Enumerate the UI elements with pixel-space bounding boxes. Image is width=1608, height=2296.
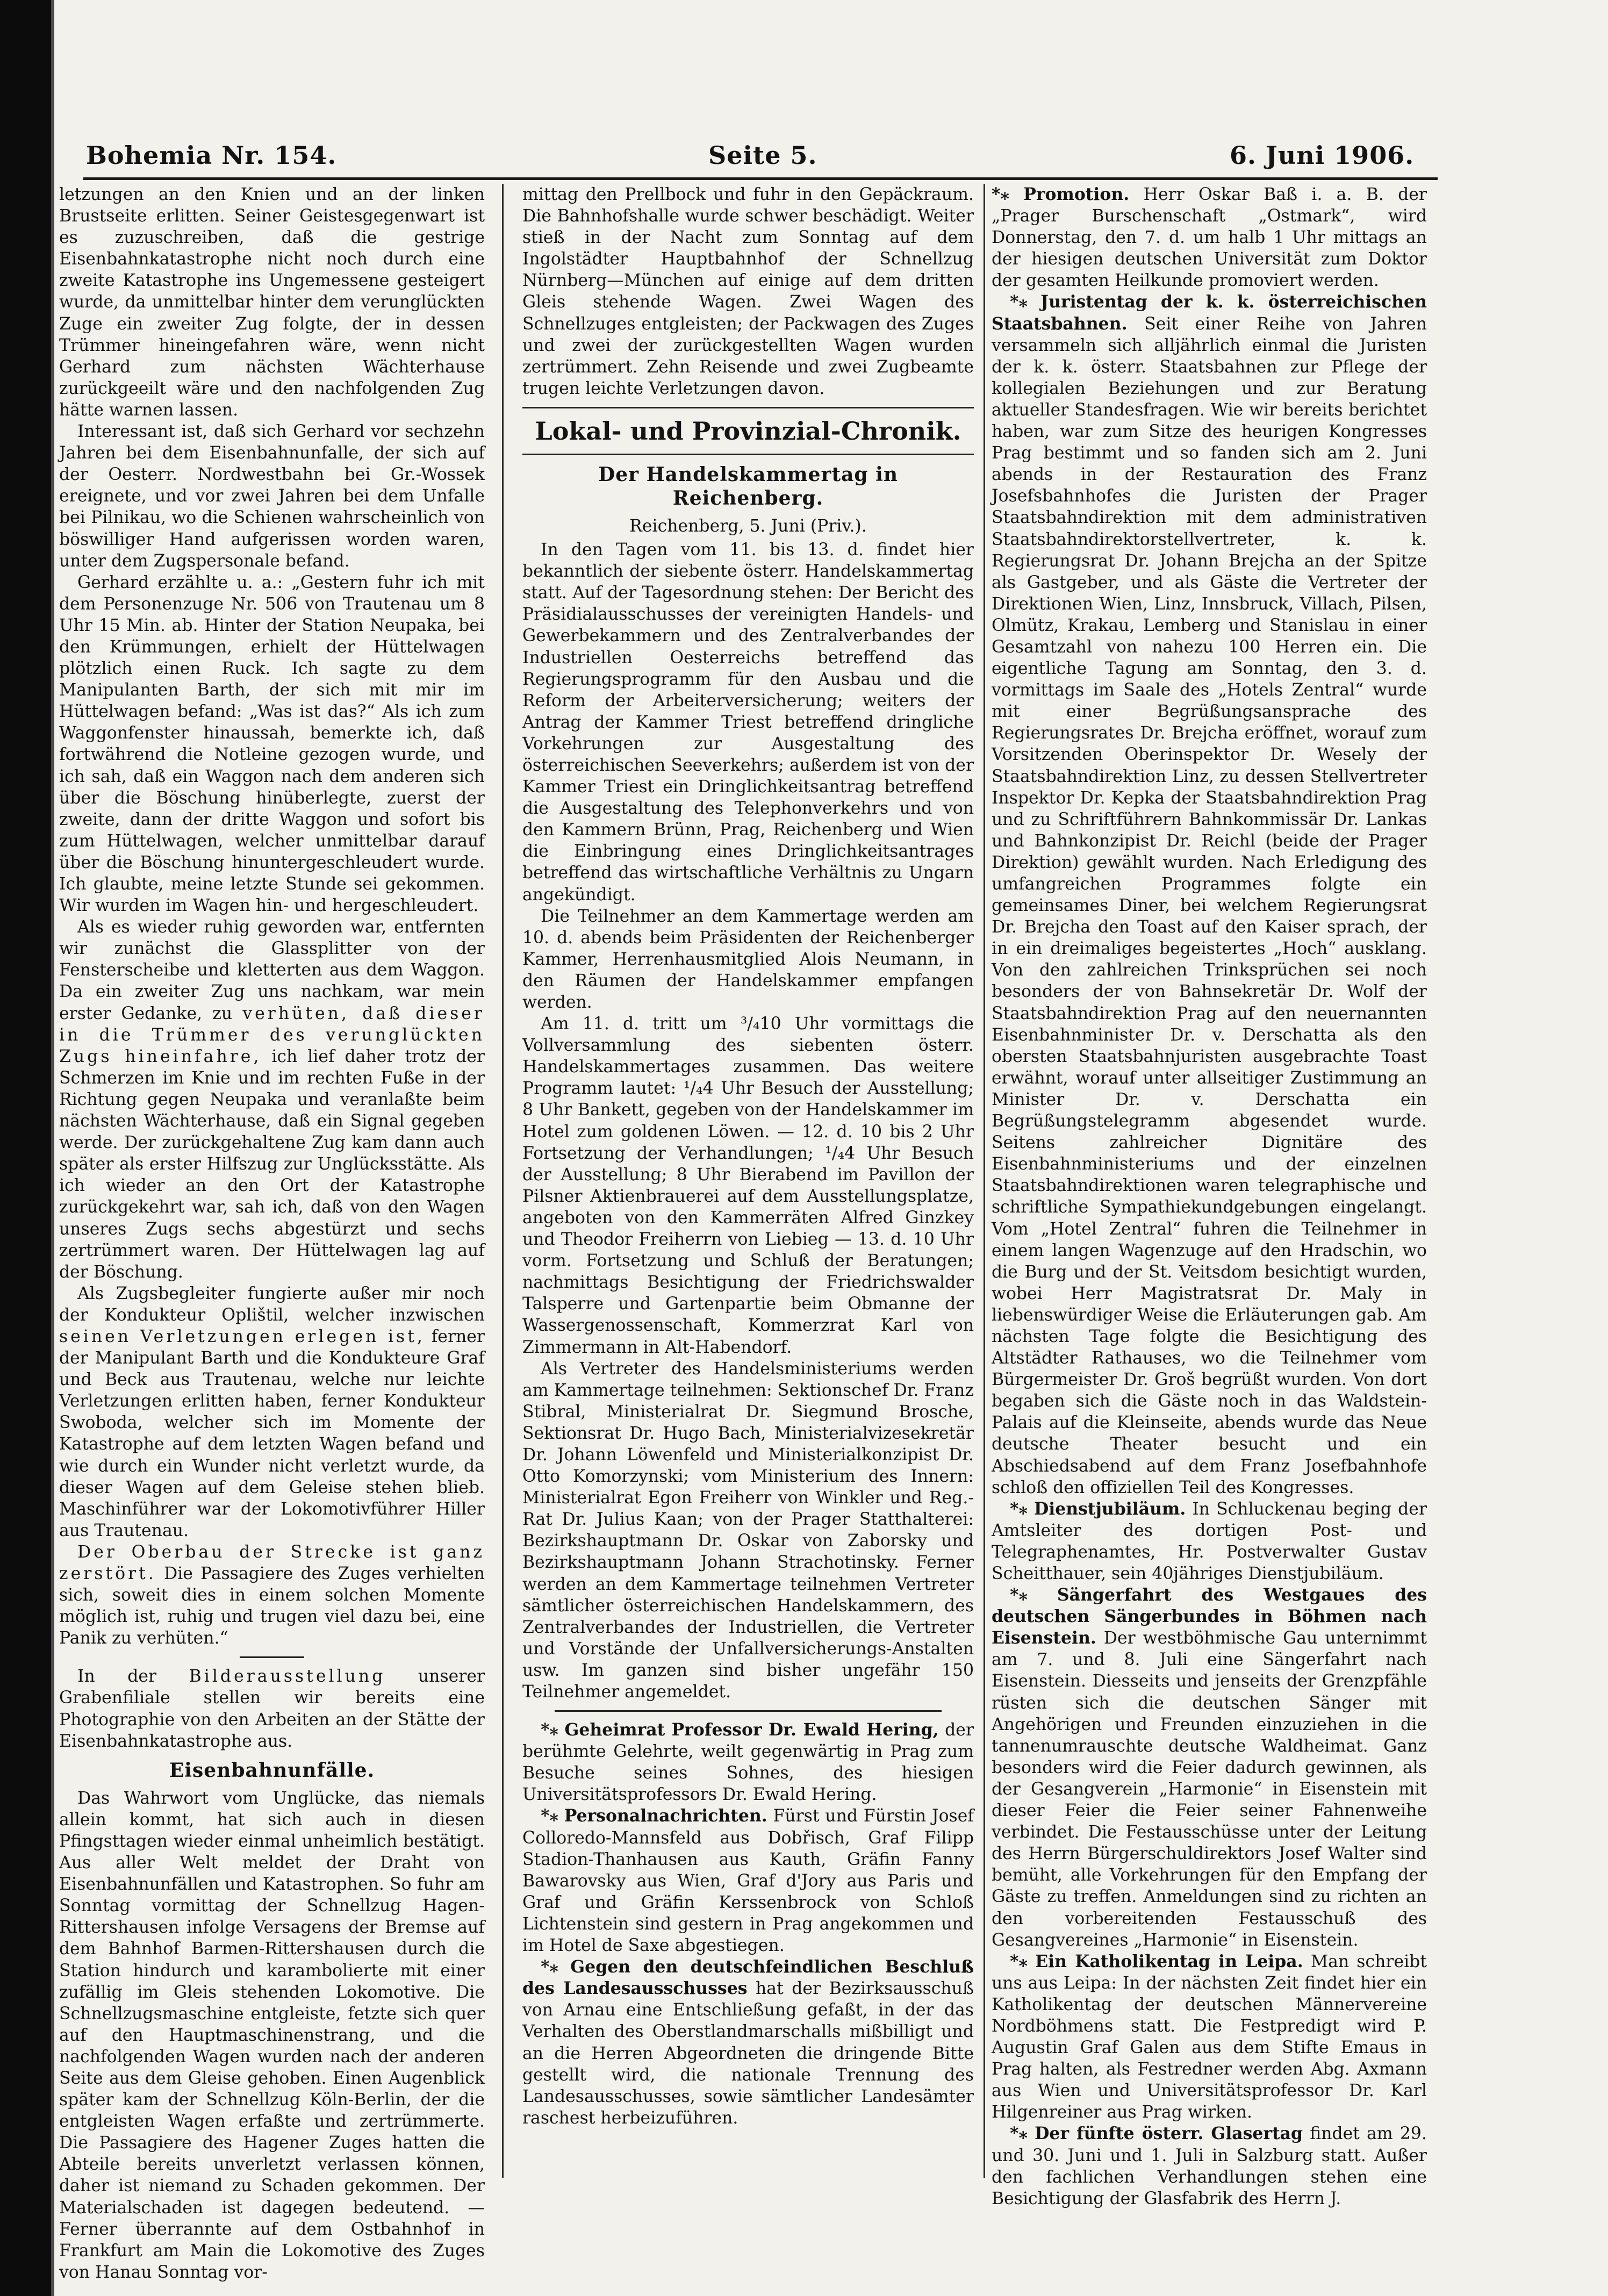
text-run: hat der Bezirksausschuß von Arnau eine Entschließung gefaßt, in der das Verhalten des Oberstlandmarschalls mißbilligt und an die Herren Abgeordneten die dringende Bitte gestellt wird, die nationale Trennung des Landesausschusses, sowie sämtlicher Landesämter raschest herbeizuführen. <box>522 1979 974 2128</box>
dateline: Reichenberg, 5. Juni (Priv.). <box>629 516 867 536</box>
paragraph <box>59 916 485 1283</box>
paragraph <box>59 1541 485 1649</box>
article-heading: Eisenbahnunfälle. <box>169 1759 375 1782</box>
news-item <box>522 1805 974 1956</box>
text-run: Als Zugsbegleiter fungierte außer mir noch der Kondukteur Oplištil, welcher inzwischen <box>59 1283 485 1325</box>
paragraph <box>59 1666 485 1752</box>
asterism-icon: *⁎ <box>1010 1951 1028 1971</box>
news-item <box>992 1951 1427 2123</box>
page-number: Seite 5. <box>708 141 817 170</box>
text-run: der berühmte Gelehrte, weilt gegenwärtig in Prag zum Besuche seines Sohnes, des hiesigen Universitätsprofessors Dr. Ewald Hering. <box>522 1720 974 1805</box>
text-run: Der westböhmische Gau unternimmt am 7. und 8. Juli eine Sängerfahrt nach Eisenstein. Diesseits und jenseits der Grenzpfähle rüsten sich die deutschen Sänger mit Angehörigen und Freunden einzuziehen in die tannenumrauschte deutsche Waldheimat. Ganz besonders wird die Feier dadurch gewinnen, als der Gesangverein „Harmonie“ in Eisenstein mit dieser Feier die Feier seiner Fahnenweihe verbindet. Die Festausschüsse unter der Leitung des Herrn Bürgerschuldirektors Josef Walter sind bemüht, alle Vorkehrungen für den Empfang der Gäste zu treffen. Anmeldungen sind zu richten an den vorbereitenden Festausschuß des Gesangvereines „Harmonie“ in Eisenstein. <box>992 1628 1427 1950</box>
news-item <box>992 1584 1427 1951</box>
asterism-icon: *⁎ <box>1010 1585 1028 1605</box>
spaced-text: Der Oberbau der Strecke ist ganz zerstört. <box>59 1542 485 1583</box>
column-1 <box>59 184 485 2282</box>
separator-rule <box>555 1710 942 1712</box>
asterism-icon: *⁎ <box>541 1957 558 1977</box>
text-run: Die Passagiere des Zuges verhielten sich, soweit dies in einem solchen Momente möglich ist, ruhig und trugen viel dazu bei, eine Panik zu verhüten.“ <box>59 1564 485 1648</box>
news-item <box>992 184 1427 291</box>
asterism-icon: *⁎ <box>541 1720 558 1740</box>
item-headline: Geheimrat Professor Dr. Ewald Hering, <box>564 1720 939 1740</box>
paragraph: Gerhard erzählte u. a.: „Gestern fuhr ich mit dem Personenzuge Nr. 506 von Trautenau um 8 Uhr 15 Min. ab. Hinter der Station Neupaka, bei den Krümmungen, erhielt der Hüttelwagen plötzlich einen Ruck. Ich sagte zu dem Manipulanten Barth, der sich mit mir im Hüttelwagen befand: „Was ist das?“ Als ich zum Waggonfenster hinaussah, bemerkte ich, daß fortwährend die Notleine gezogen wurde, und ich sah, daß ein Waggon nach dem anderen sich über die Böschung hinüberlegte, zuerst der zweite, dann der dritte Waggon und sofort bis zum Hüttelwagen, welcher unmittelbar darauf über die Böschung hinuntergeschleudert wurde. Ich glaubte, meine letzte Stunde sei gekommen. Wir wurden im Wagen hin- und hergeschleudert. <box>59 572 485 916</box>
spaced-text: verhüten, daß dieser in die Trümmer des verunglückten Zugs hineinfahre, <box>59 1003 485 1066</box>
column-divider <box>502 184 504 2178</box>
text-run: In Schluckenau beging der Amtsleiter des dortigen Post- und Telegraphenamtes, Hr. Postverwalter Gustav Scheitthauer, sein 40jähriges Dienstjubiläum. <box>992 1499 1427 1583</box>
asterism-icon: *⁎ <box>1010 1498 1028 1519</box>
text-run: Man schreibt uns aus Leipa: In der nächsten Zeit findet hier ein Katholikentag der deutschen Männervereine Nordböhmens statt. Die Festpredigt wird P. Augustin Graf Galen aus dem Stifte Emaus in Prag halten, als Festredner werden Abg. Axmann aus Wien und Universitätsprofessor Dr. Karl Hilgenreiner aus Prag wirken. <box>992 1951 1427 2122</box>
asterism-icon: *⁎ <box>541 1806 558 1826</box>
text-run: Als es wieder ruhig geworden war, entfernten wir zunächst die Glassplitter von der Fensterscheibe und kletterten aus dem Waggon. Da ein zweiter Zug uns nachkam, war mein erster Gedanke, zu <box>59 917 485 1023</box>
item-headline: Ein Katholikentag in Leipa. <box>1035 1951 1303 1971</box>
item-headline: Personalnachrichten. <box>564 1806 767 1826</box>
column-divider <box>984 184 985 2178</box>
text-run: findet am 29. und 30. Juni und 1. Juli in Salzburg statt. Außer den fachlichen Verhandlungen stehen eine Besichtigung der Glasfabrik des Herrn J. <box>992 2124 1427 2208</box>
spaced-text: seinen Verletzungen erlegen ist, <box>59 1326 425 1346</box>
article-heading: Der Handelskammertag in Reichenberg. <box>598 463 898 510</box>
news-item <box>992 291 1427 1498</box>
paragraph: Das Wahrwort vom Unglücke, das niemals allein kommt, hat sich auch in diesen Pfingsttagen wieder einmal unheimlich bestätigt. Aus aller Welt meldet der Draht von Eisenbahnunfällen und Katastrophen. So fuhr am Sonntag vormittag der Schnellzug Hagen-Rittershausen infolge Versagens der Bremse auf dem Bahnhof Barmen-Rittershausen durch die Station hindurch und karambolierte mit einer zufällig im Gleis stehenden Lokomotive. Die Schnellzugsmaschine entgleiste, fetzte sich quer auf den Hauptmaschinenstrang, und die nachfolgenden Wagen wurden nach der anderen Seite aus dem Gleise gehoben. Einen Augenblick später kam der Schnellzug Köln-Berlin, der die entgleisten Wagen erfaßte und zertrümmerte. Die Passagiere des Hagener Zuges hatten die Abteile bereits unverletzt verlassen können, daher ist niemand zu Schaden gekommen. Der Materialschaden ist dagegen bedeutend. — Ferner überrannte auf dem Ostbahnhof in Frankfurt am Main die Lokomotive des Zuges von Hanau Sonntag vor- <box>59 1788 485 2282</box>
paragraph: Die Teilnehmer an dem Kammertage werden am 10. d. abends beim Präsidenten der Reichenberger Kammer, Herrenhausmitglied Alois Neumann, in den Räumen der Handelskammer empfangen werden. <box>522 906 974 1012</box>
masthead-issue: Bohemia Nr. 154. <box>86 141 337 170</box>
issue-date: 6. Juni 1906. <box>1230 141 1415 170</box>
item-headline: Sängerfahrt des Westgaues des deutschen Sängerbundes in Böhmen nach Eisenstein. <box>992 1585 1427 1648</box>
text-run: Fürst und Fürstin Josef Colloredo-Mannsfeld aus Dobřisch, Graf Filipp Stadion-Thanhausen aus Kauth, Gräfin Fanny Bawarovsky aus Wien, Graf d'Jory aus Paris und Graf und Gräfin Kerssenbrock von Schloß Lichtenstein sind gestern in Prag angekommen und im Hotel de Saxe abgestiegen. <box>522 1806 974 1956</box>
news-item <box>992 2123 1427 2209</box>
paragraph: letzungen an den Knien und an der linken Brustseite erlitten. Seiner Geistesgegenwart ist es zuzuschreiben, daß die gestrige Eisenbahnkatastrophe nicht noch durch eine zweite Katastrophe ins Ungemessene gesteigert wurde, da unmittelbar hinter dem verunglückten Zuge ein zweiter Zug folgte, der in dessen Trümmer hineingefahren wäre, wenn nicht Gerhard zum nächsten Wächterhause zurückgeeilt wäre und den nachfolgenden Zug hätte warnen lassen. <box>59 185 485 420</box>
header-rule <box>83 177 1438 180</box>
text-run: unserer Grabenfiliale stellen wir bereits eine Photographie von den Arbeiten an der Stätte der Eisenbahnkatastrophe aus. <box>59 1667 485 1751</box>
paragraph: In den Tagen vom 11. bis 13. d. findet hier bekanntlich der siebente österr. Handelskammertag statt. Auf der Tagesordnung stehen: Der Bericht des Präsidialausschusses der vereinigten Handels- und Gewerbekammern und des Zentralverbandes der Industriellen Oesterreichs betreffend das Regierungsprogramm für den Ausbau und die Reform der Arbeiterversicherung; weiters der Antrag der Kammer Triest betreffend dringliche Vorkehrungen zur Ausgestaltung des österreichischen Seeverkehrs; außerdem ist von der Kammer Triest ein Dringlichkeitsantrag betreffend die Ausgestaltung des Telephonverkehrs und von den Kammern Brünn, Prag, Reichenberg und Wien die Einbringung eines Dringlichkeitsantrages betreffend das wirtschaftliche Verhältnis zu Ungarn angekündigt. <box>522 540 974 905</box>
section-rule <box>522 407 974 408</box>
asterism-icon: *⁎ <box>992 184 1009 204</box>
paragraph: mittag den Prellbock und fuhr in den Gepäckraum. Die Bahnhofshalle wurde schwer beschädigt. Weiter stieß in der Nacht zum Sonntag auf dem Ingolstädter Hauptbahnhof der Schnellzug Nürnberg—München auf einige auf dem dritten Gleis stehende Wagen. Zwei Wagen des Schnellzuges entgleisten; der Packwagen des Zuges und zwei der zurückgestellten Wagen wurden zertrümmert. Zehn Reisende und zwei Zugbeamte trugen leichte Verletzungen davon. <box>522 185 974 398</box>
news-item <box>522 1719 974 1805</box>
paragraph: Als Vertreter des Handelsministeriums werden am Kammertage teilnehmen: Sektionschef Dr. Franz Stibral, Ministerialrat Dr. Siegmund Brosche, Sektionsrat Dr. Hugo Bach, Ministerialvizesekretär Dr. Johann Löwenfeld und Ministerialkonzipist Dr. Otto Komorzynski; vom Ministerium des Innern: Ministerialrat Egon Freiherr von Winkler und Reg.-Rat Dr. Julius Kaan; von der Prager Statthalterei: Bezirkshauptmann Dr. Oskar von Zaborsky und Bezirkshauptmann Johann Strachotinsky. Ferner werden an dem Kammertage teilnehmen Vertreter sämtlicher österreichischen Handelskammern, des Zentralverbandes der Industriellen, die Vertreter und Vorstände der Unfallversicherungs-Anstalten usw. Im ganzen sind bisher ungefähr 150 Teilnehmer angemeldet. <box>522 1359 974 1702</box>
news-item <box>992 1498 1427 1584</box>
separator-rule <box>240 1656 304 1658</box>
item-headline: Gegen den deutschfeindlichen Beschluß des Landesausschusses <box>522 1957 974 1999</box>
item-headline: Promotion. <box>1023 184 1130 204</box>
item-headline: Juristentag der k. k. österreichischen Staatsbahnen. <box>992 292 1427 334</box>
paragraph: Interessant ist, daß sich Gerhard vor sechzehn Jahren bei dem Eisenbahnunfalle, der sich auf der Oesterr. Nordwestbahn bei Gr.-Wossek ereignete, und vor zwei Jahren bei dem Unfalle bei Pilnikau, wo die Schienen wahrscheinlich von böswilliger Hand aufgerissen worden waren, unter dem Zugspersonale befand. <box>59 422 485 571</box>
paragraph: Am 11. d. tritt um ³/₄10 Uhr vormittags die Vollversammlung des siebenten österr. Handelskammertages zusammen. Das weitere Programm lautet: ¹/₄4 Uhr Besuch der Ausstellung; 8 Uhr Bankett, gegeben von der Handelskammer im Hotel zum goldenen Löwen. — 12. d. 10 bis 2 Uhr Fortsetzung der Verhandlungen; ¹/₄4 Uhr Besuch der Ausstellung; 8 Uhr Bierabend im Pavillon der Pilsner Aktienbrauerei auf dem Ausstellungsplatze, angeboten von den Kammerräten Alfred Ginzkey und Theodor Freiherrn von Liebieg — 13. d. 10 Uhr vorm. Fortsetzung und Schluß der Beratungen; nachmittags Besichtigung der Friedrichswalder Talsperre und Gartenpartie beim Obmanne der Wassergenossenschaft, Kommerzrat Karl von Zimmermann in Alt-Habendorf. <box>522 1014 974 1357</box>
column-2 <box>522 184 974 2189</box>
text-run: In der <box>77 1667 157 1687</box>
news-item <box>522 1956 974 2129</box>
text-run: ich lief daher trotz der Schmerzen im Knie und im rechten Fuße in der Richtung gegen Neupaka und veranlaßte beim nächsten Wächterhause, daß ein Signal gegeben werde. Der zurückgehaltene Zug kam dann auch später als erster Hilfszug zur Unglücksstätte. Als ich wieder an den Ort der Katastrophe zurückgekehrt war, sah ich, daß von den Wagen unseres Zugs sechs abgestürzt und sechs zertrümmert waren. Der Hüttelwagen lag auf der Böschung. <box>59 1046 485 1282</box>
column-3 <box>992 184 1427 2208</box>
item-headline: Der fünfte österr. Glasertag <box>1035 2123 1303 2144</box>
item-headline: Dienstjubiläum. <box>1033 1498 1186 1519</box>
paragraph <box>59 1283 485 1541</box>
section-heading: Lokal- und Provinzial-Chronik. <box>535 416 961 446</box>
spaced-text: Bilderausstellung <box>189 1667 386 1687</box>
text-run: Seit einer Reihe von Jahren versammeln sich alljährlich einmal die Juristen der k. k. österr. Staatsbahnen zur Pflege der kollegialen Beziehungen und zur Beratung aktueller Standesfragen. Wie wir bereits berichtet haben, war zum Sitze des heurigen Kongresses Prag bestimmt und so fanden sich am 2. Juni abends in der Restauration des Franz Josefsbahnhofes die Juristen der Prager Staatsbahndirektion mit dem administrativen Staatsbahndirektorstellvertreter, k. k. Regierungsrat Dr. Johann Brejcha an der Spitze als Gastgeber, und als Gäste die Vertreter der Direktionen Wien, Linz, Innsbruck, Villach, Pilsen, Olmütz, Krakau, Lemberg und Stanislau in einer Gesamtzahl von nahezu 100 Herren ein. Die eigentliche Tagung am Sonntag, den 3. d. vormittags im Saale des „Hotels Zentral“ wurde mit einer Begrüßungsansprache des Regierungsrates Dr. Brejcha eröffnet, worauf zum Vorsitzenden Oberinspektor Dr. Wesely der Staatsbahndirektion Linz, zu dessen Stellvertreter Inspektor Dr. Kepka der Staatsbahndirektion Prag und zu Schriftführern Bahnkommissär Dr. Lankas und Bahnkonzipist Dr. Reichl (beide der Prager Direktion) gewählt wurden. Nach Erledigung des umfangreichen Programmes folgte ein gemeinsames Diner, bei welchem Regierungsrat Dr. Brejcha den Toast auf den Kaiser sprach, der in ein dreimaliges begeistertes „Hoch“ ausklang. Von den zahlreichen Trinksprüchen sei noch besonders der von Bahnsekretär Dr. Wolf der Staatsbahndirektion Prag auf den neuernannten Eisenbahnminister Dr. v. Derschatta als den obersten Staatsbahnjuristen ausgebrachte Toast erwähnt, worauf unter allseitiger Zustimmung an Minister Dr. v. Derschatta ein Begrüßungstelegramm abgesendet wurde. Seitens zahlreicher Dignitäre des Eisenbahnministeriums und der einzelnen Staatsbahndirektionen waren telegraphische und schriftliche Sympathiekundgebungen eingelangt. Vom „Hotel Zentral“ fuhren die Teilnehmer in einem langen Wagenzuge auf den Hradschin, wo die Burg und der St. Veitsdom besichtigt wurden, wobei Herr Magistratsrat Dr. Maly in liebenswürdiger Weise die Erläuterungen gab. Am nächsten Tage folgte die Besichtigung des Altstädter Rathauses, wo die Teilnehmer vom Bürgermeister Dr. Groš begrüßt wurden. Von dort begaben sich die Gäste noch in das Waldstein-Palais auf die Kleinseite, abends wurde das Neue deutsche Theater besucht und ein Abschiedsabend auf dem Franz Josefbahnhofe schloß den offiziellen Teil des Kongresses. <box>992 314 1427 1497</box>
text-run: Herr Oskar Baß i. a. B. der „Prager Burschenschaft „Ostmark“, wird Donnerstag, den 7. d. um halb 1 Uhr mittags an der hiesigen deutschen Universität zum Doktor der gesamten Heilkunde promoviert werden. <box>992 185 1427 291</box>
page-binding-shadow <box>0 0 51 2296</box>
text-run: ferner der Manipulant Barth und die Kondukteure Graf und Beck aus Trautenau, welche nur leichte Verletzungen erlitten haben, ferner Kondukteur Swoboda, welcher sich im Momente der Katastrophe auf dem letzten Wagen befand und wie durch ein Wunder nicht verletzt wurde, da dieser Wagen auf dem Geleise stehen blieb. Maschinführer war der Lokomotivführer Hiller aus Trautenau. <box>59 1326 485 1540</box>
asterism-icon: *⁎ <box>1010 2123 1028 2144</box>
section-rule <box>522 454 974 455</box>
asterism-icon: *⁎ <box>1010 292 1028 312</box>
